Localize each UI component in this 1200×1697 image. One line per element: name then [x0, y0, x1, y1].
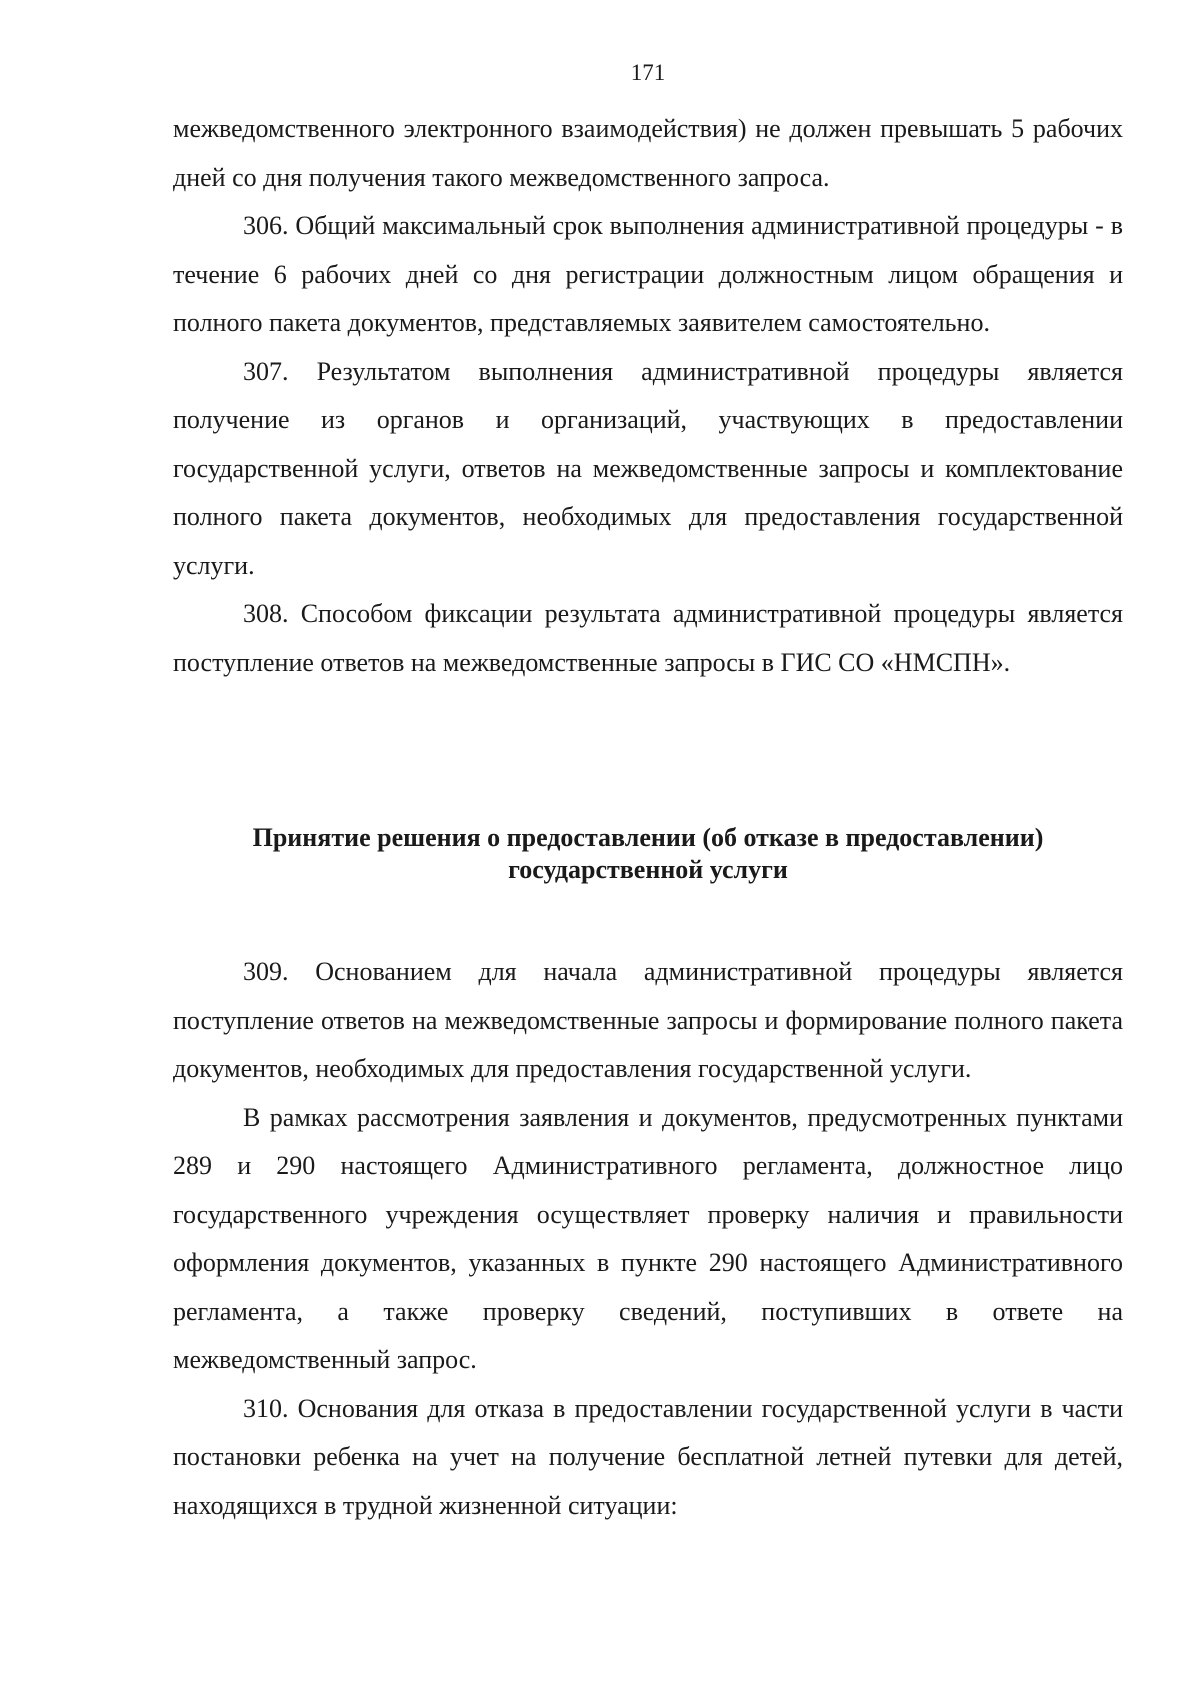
page-number: 171 — [630, 60, 666, 85]
paragraph-continuation: межведомственного электронного взаимодействия) не должен превышать 5 рабочих дней со дня получения такого межведомственного запроса. — [173, 114, 1123, 192]
paragraph-review: В рамках рассмотрения заявления и документов, предусмотренных пунктами 289 и 290 настоящего Административного регламента, должностное лицо государственного учреждения осуществляет проверку наличия и правильности оформления документов, указанных в пункте 290 настоящего Административного регламента, а также проверку сведений, поступивших в ответе на межведомственный запрос. — [173, 1102, 1123, 1374]
paragraph-308: 308. Способом фиксации результата административной процедуры является поступление ответов на межведомственные запросы в ГИС СО «НМСПН». — [173, 599, 1123, 677]
paragraph-306: 306. Общий максимальный срок выполнения административной процедуры - в течение 6 рабочих дней со дня регистрации должностным лицом обращения и полного пакета документов, представляемых заявителем самостоятельно. — [173, 211, 1123, 337]
paragraph-307: 307. Результатом выполнения административной процедуры является получение из органов и организаций, участвующих в предоставлении государственной услуги, ответов на межведомственные запросы и комплектование полного пакета документов, необходимых для предоставления государственной услуги. — [173, 356, 1123, 580]
text-block-1 — [173, 105, 1123, 687]
section-heading-line-1: Принятие решения о предоставлении (об отказе в предоставлении) — [252, 823, 1044, 852]
section-heading — [173, 822, 1123, 886]
paragraph-309: 309. Основанием для начала административной процедуры является поступление ответов на межведомственные запросы и формирование полного пакета документов, необходимых для предоставления государственной услуги. — [173, 957, 1123, 1083]
text-block-2 — [173, 948, 1123, 1530]
section-heading-line-2: государственной услуги — [508, 855, 788, 884]
paragraph-310: 310. Основания для отказа в предоставлении государственной услуги в части постановки ребенка на учет на получение бесплатной летней путевки для детей, находящихся в трудной жизненной ситуации: — [173, 1393, 1123, 1520]
